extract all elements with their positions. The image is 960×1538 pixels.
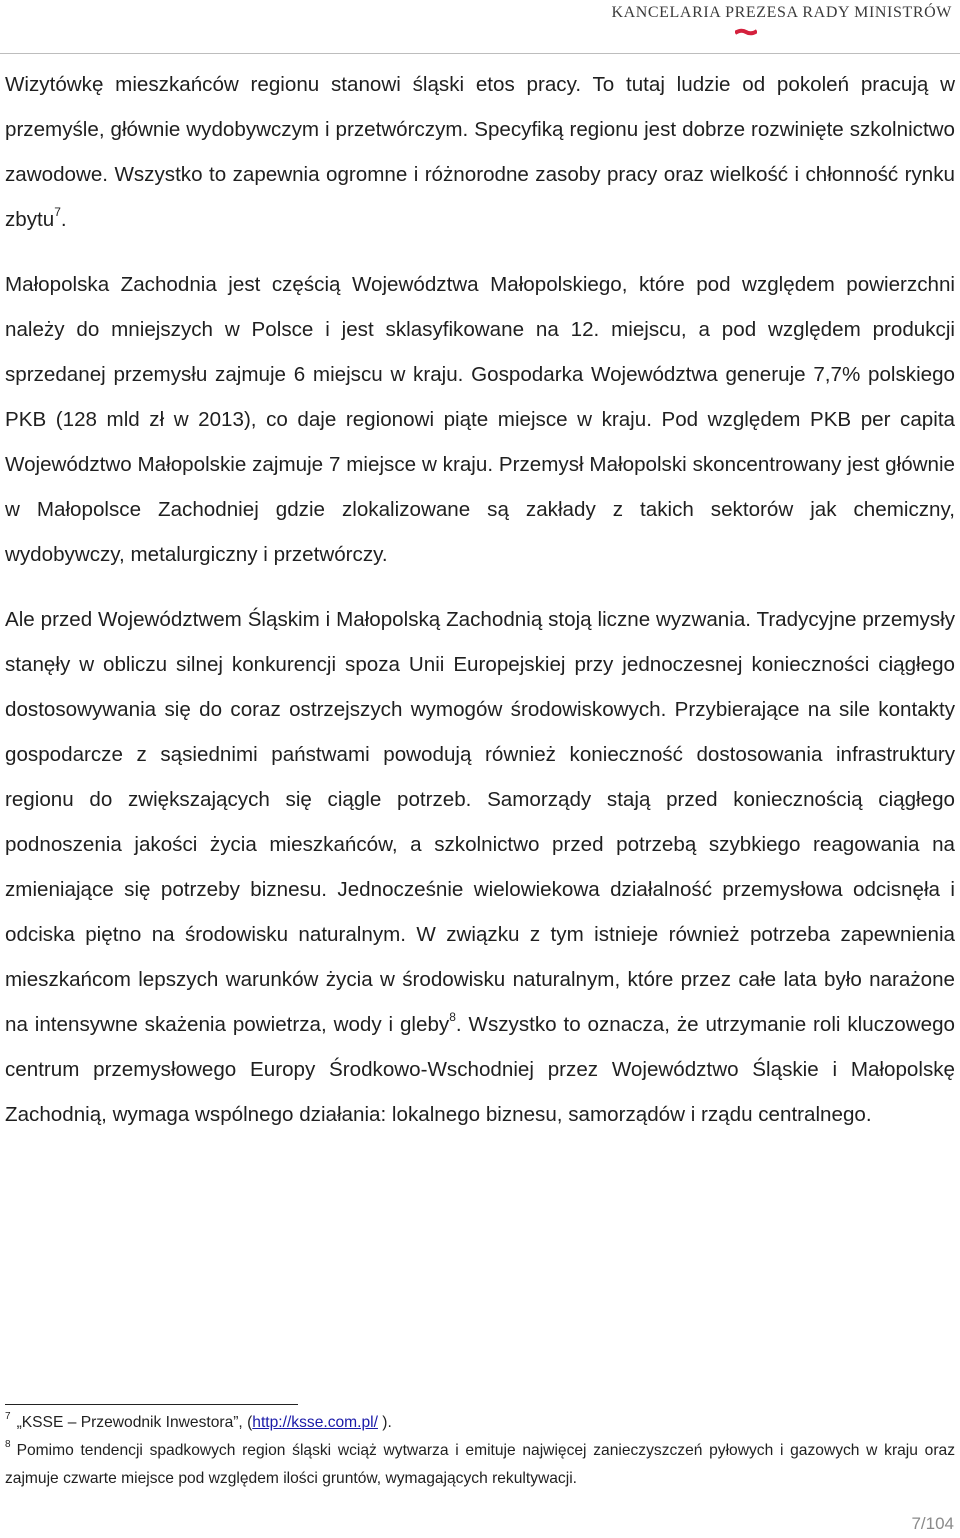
header-title: KANCELARIA PREZESA RADY MINISTRÓW <box>611 4 952 21</box>
paragraph-3-text: Ale przed Województwem Śląskim i Małopolską Zachodnią stoją liczne wyzwania. Tradycyjne przemysły stanęły w obliczu silnej konkurencji spoza Unii Europejskiej przy jednoczesnej konieczności ciągłego dostosowywania się do coraz ostrzejszych wymogów środowiskowych. Przybierające na sile kontakty gospodarcze z sąsiednimi państwami powodują również konieczność dostosowania infrastruktury regionu do zwiększających się ciągle potrzeb. Samorządy stają przed koniecznością ciągłego podnoszenia jakości życia mieszkańców, a szkolnictwo przed potrzebą szybkiego reagowania na zmieniające się potrzeby biznesu. Jednocześnie wielowiekowa działalność przemysłowa odcisnęła i odciska piętno na środowisku naturalnym. W związku z tym istnieje również potrzeba zapewnienia mieszkańcom lepszych warunków życia w środowisku naturalnym, które przez całe lata było narażone na intensywne skażenia powietrza, wody i gleby <box>5 608 955 1036</box>
paragraph-1-text: Wizytówkę mieszkańców regionu stanowi śląski etos pracy. To tutaj ludzie od pokoleń pracują w przemyśle, głównie wydobywczym i przetwórczym. Specyfiką regionu jest dobrze rozwinięte szkolnictwo zawodowe. Wszystko to zapewnia ogromne i różnorodne zasoby pracy oraz wielkość i chłonność rynku zbytu <box>5 73 955 231</box>
footnote-ref-7[interactable]: 7 <box>54 205 61 220</box>
footnote-7-text-after: ). <box>377 1414 392 1431</box>
document-body <box>5 62 955 1157</box>
footnote-number: 7 <box>5 1411 11 1422</box>
paragraph-1 <box>5 62 955 242</box>
paragraph-3 <box>5 597 955 1137</box>
footnote-8 <box>5 1438 955 1492</box>
footnote-number: 8 <box>5 1439 11 1450</box>
paragraph-2-text: Małopolska Zachodnia jest częścią Województwa Małopolskiego, które pod względem powierzchni należy do mniejszych w Polsce i jest sklasyfikowane na 12. miejscu, a pod względem produkcji sprzedanej przemysłu zajmuje 6 miejscu w kraju. Gospodarka Województwa generuje 7,7% polskiego PKB (128 mld zł w 2013), co daje regionowi piąte miejsce w kraju. Pod względem PKB per capita Województwo Małopolskie zajmuje 7 miejsce w kraju. Przemysł Małopolski skoncentrowany jest głównie w Małopolsce Zachodniej gdzie zlokalizowane są zakłady z takich sektorów jak chemiczny, wydobywczy, metalurgiczny i przetwórczy. <box>5 273 955 566</box>
footnote-ref-8[interactable]: 8 <box>449 1010 456 1025</box>
footnote-separator <box>5 1404 298 1405</box>
footnotes <box>5 1410 955 1492</box>
footnote-7-text-before: „KSSE – Przewodnik Inwestora”, ( <box>16 1414 253 1431</box>
polish-flag-icon <box>735 28 757 38</box>
page-number: 7/104 <box>911 1514 954 1533</box>
ksse-link[interactable]: http://ksse.com.pl/ <box>252 1414 378 1431</box>
header-divider <box>0 53 960 54</box>
paragraph-1-tail: . <box>60 208 67 231</box>
footnote-8-text: Pomimo tendencji spadkowych region śląski wciąż wytwarza i emituje najwięcej zanieczyszczeń pyłowych i gazowych w kraju oraz zajmuje czwarte miejsce pod względem ilości gruntów, wymagających rekultywacji. <box>5 1442 955 1487</box>
footnote-7 <box>5 1410 955 1438</box>
page-header <box>0 0 960 54</box>
paragraph-2 <box>5 262 955 577</box>
paragraph-3-tail: . Wszystko to oznacza, że utrzymanie roli kluczowego centrum przemysłowego Europy Środkowo-Wschodniej przez Województwo Śląskie i Małopolskę Zachodnią, wymaga wspólnego działania: lokalnego biznesu, samorządów i rządu centralnego. <box>5 1013 955 1126</box>
